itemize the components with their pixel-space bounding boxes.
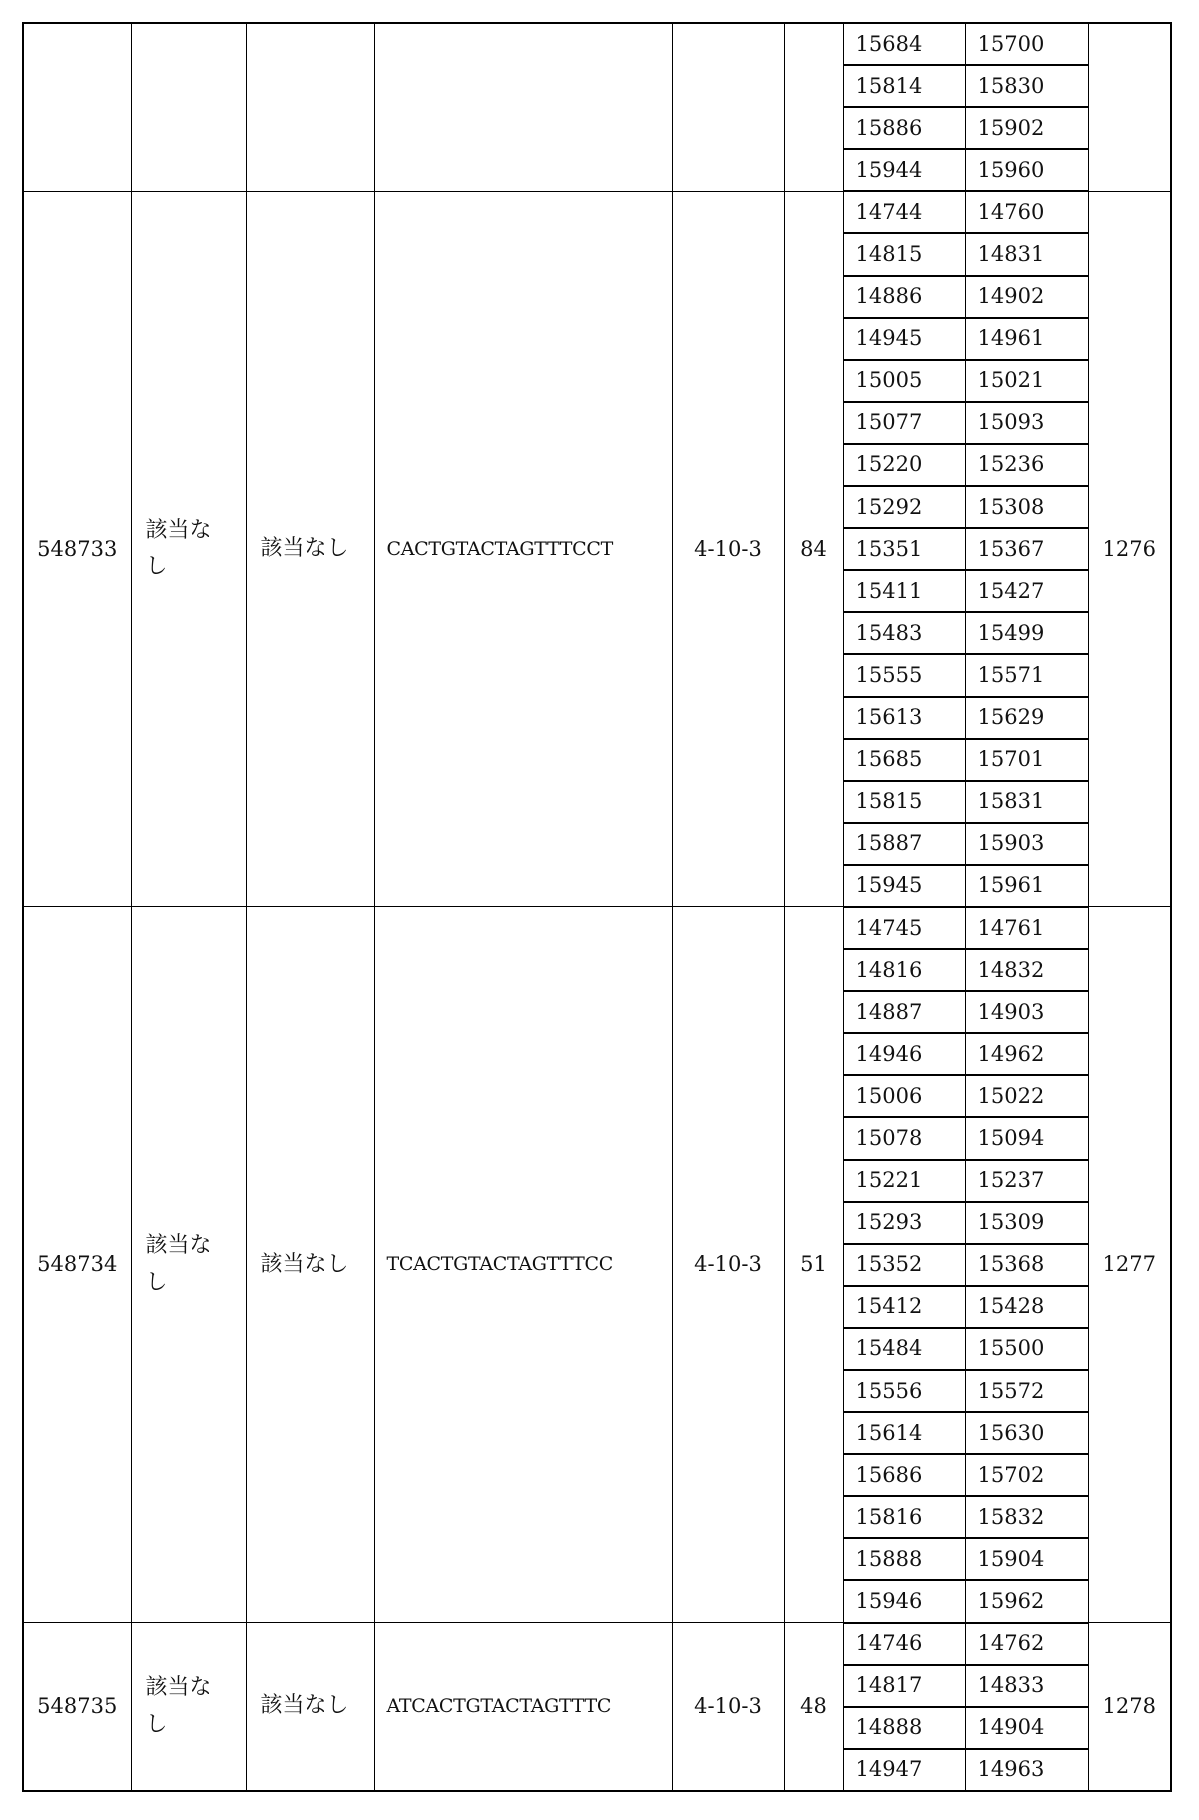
site-stop-cell: 15831 bbox=[965, 781, 1088, 823]
isis-no-cell: 548735 bbox=[23, 1623, 131, 1791]
site-stop-cell: 15962 bbox=[965, 1580, 1088, 1622]
site-start-cell: 15005 bbox=[843, 360, 965, 402]
table-row-block-start bbox=[23, 1623, 1171, 1665]
site-start-cell: 15686 bbox=[843, 1454, 965, 1496]
site-start-cell: 14945 bbox=[843, 318, 965, 360]
site-start-cell: 15411 bbox=[843, 570, 965, 612]
site-stop-cell: 15308 bbox=[965, 486, 1088, 528]
seq-id-no-cell: 1276 bbox=[1088, 191, 1171, 907]
target-stop-site-cell: 該当なし bbox=[246, 1623, 374, 1791]
site-start-cell: 15886 bbox=[843, 107, 965, 149]
site-start-cell: 14886 bbox=[843, 276, 965, 318]
site-stop-cell: 15367 bbox=[965, 528, 1088, 570]
site-start-cell: 15815 bbox=[843, 781, 965, 823]
site-stop-cell: 15904 bbox=[965, 1538, 1088, 1580]
site-start-cell: 14947 bbox=[843, 1749, 965, 1791]
site-stop-cell: 14831 bbox=[965, 233, 1088, 275]
site-stop-cell: 15236 bbox=[965, 444, 1088, 486]
sequence-cell: CACTGTACTAGTTTCCT bbox=[374, 191, 672, 907]
site-start-cell: 14816 bbox=[843, 949, 965, 991]
site-stop-cell: 15629 bbox=[965, 697, 1088, 739]
site-stop-cell: 14902 bbox=[965, 276, 1088, 318]
table-row-block-start bbox=[23, 191, 1171, 233]
target-start-site-cell: 該当なし bbox=[131, 191, 246, 907]
target-start-site-cell bbox=[131, 23, 246, 191]
site-stop-cell: 15499 bbox=[965, 612, 1088, 654]
site-stop-cell: 15237 bbox=[965, 1160, 1088, 1202]
site-start-cell: 14887 bbox=[843, 991, 965, 1033]
site-start-cell: 15556 bbox=[843, 1370, 965, 1412]
site-stop-cell: 15572 bbox=[965, 1370, 1088, 1412]
site-stop-cell: 15368 bbox=[965, 1244, 1088, 1286]
site-stop-cell: 14832 bbox=[965, 949, 1088, 991]
site-start-cell: 14744 bbox=[843, 191, 965, 233]
site-stop-cell: 15094 bbox=[965, 1117, 1088, 1159]
site-stop-cell: 15500 bbox=[965, 1328, 1088, 1370]
site-start-cell: 14746 bbox=[843, 1623, 965, 1665]
site-stop-cell: 14962 bbox=[965, 1033, 1088, 1075]
site-stop-cell: 15021 bbox=[965, 360, 1088, 402]
site-start-cell: 15352 bbox=[843, 1244, 965, 1286]
percent-inhibition-cell: 84 bbox=[784, 191, 843, 907]
site-start-cell: 15888 bbox=[843, 1538, 965, 1580]
site-stop-cell: 14833 bbox=[965, 1665, 1088, 1707]
site-stop-cell: 15902 bbox=[965, 107, 1088, 149]
site-stop-cell: 14961 bbox=[965, 318, 1088, 360]
sequence-cell bbox=[374, 23, 672, 191]
site-start-cell: 14946 bbox=[843, 1033, 965, 1075]
site-start-cell: 15412 bbox=[843, 1286, 965, 1328]
percent-inhibition-cell: 48 bbox=[784, 1623, 843, 1791]
site-start-cell: 14815 bbox=[843, 233, 965, 275]
oligo-data-table bbox=[22, 22, 1172, 1792]
site-stop-cell: 15961 bbox=[965, 865, 1088, 907]
site-start-cell: 15351 bbox=[843, 528, 965, 570]
percent-inhibition-cell bbox=[784, 23, 843, 191]
site-start-cell: 15613 bbox=[843, 697, 965, 739]
site-start-cell: 15814 bbox=[843, 65, 965, 107]
site-start-cell: 15944 bbox=[843, 149, 965, 191]
table-row-block-start bbox=[23, 907, 1171, 949]
seq-id-no-cell bbox=[1088, 23, 1171, 191]
site-start-cell: 15887 bbox=[843, 823, 965, 865]
site-stop-cell: 14903 bbox=[965, 991, 1088, 1033]
site-start-cell: 15946 bbox=[843, 1580, 965, 1622]
site-stop-cell: 15309 bbox=[965, 1202, 1088, 1244]
percent-inhibition-cell: 51 bbox=[784, 907, 843, 1623]
site-start-cell: 15685 bbox=[843, 739, 965, 781]
site-stop-cell: 15702 bbox=[965, 1454, 1088, 1496]
seq-id-no-cell: 1277 bbox=[1088, 907, 1171, 1623]
target-stop-site-cell bbox=[246, 23, 374, 191]
motif-cell: 4-10-3 bbox=[672, 191, 784, 907]
target-stop-site-cell: 該当なし bbox=[246, 907, 374, 1623]
site-start-cell: 15614 bbox=[843, 1412, 965, 1454]
seq-id-no-cell: 1278 bbox=[1088, 1623, 1171, 1791]
site-start-cell: 15221 bbox=[843, 1160, 965, 1202]
site-stop-cell: 15093 bbox=[965, 402, 1088, 444]
site-stop-cell: 15630 bbox=[965, 1412, 1088, 1454]
target-start-site-cell: 該当なし bbox=[131, 1623, 246, 1791]
site-stop-cell: 14963 bbox=[965, 1749, 1088, 1791]
site-start-cell: 15293 bbox=[843, 1202, 965, 1244]
site-start-cell: 15945 bbox=[843, 865, 965, 907]
sequence-cell: TCACTGTACTAGTTTCC bbox=[374, 907, 672, 1623]
site-stop-cell: 15832 bbox=[965, 1496, 1088, 1538]
site-start-cell: 15220 bbox=[843, 444, 965, 486]
site-start-cell: 15816 bbox=[843, 1496, 965, 1538]
motif-cell: 4-10-3 bbox=[672, 1623, 784, 1791]
site-start-cell: 15684 bbox=[843, 23, 965, 65]
target-start-site-cell: 該当なし bbox=[131, 907, 246, 1623]
site-start-cell: 15483 bbox=[843, 612, 965, 654]
sequence-cell: ATCACTGTACTAGTTTC bbox=[374, 1623, 672, 1791]
site-start-cell: 15078 bbox=[843, 1117, 965, 1159]
site-stop-cell: 15427 bbox=[965, 570, 1088, 612]
site-stop-cell: 15903 bbox=[965, 823, 1088, 865]
site-stop-cell: 14760 bbox=[965, 191, 1088, 233]
site-start-cell: 15555 bbox=[843, 654, 965, 696]
site-start-cell: 15292 bbox=[843, 486, 965, 528]
motif-cell: 4-10-3 bbox=[672, 907, 784, 1623]
site-start-cell: 15006 bbox=[843, 1075, 965, 1117]
isis-no-cell bbox=[23, 23, 131, 191]
site-stop-cell: 14904 bbox=[965, 1707, 1088, 1749]
site-start-cell: 15077 bbox=[843, 402, 965, 444]
site-stop-cell: 14762 bbox=[965, 1623, 1088, 1665]
site-stop-cell: 15022 bbox=[965, 1075, 1088, 1117]
table-body bbox=[23, 23, 1171, 1791]
site-stop-cell: 14761 bbox=[965, 907, 1088, 949]
table-row-block-start bbox=[23, 23, 1171, 65]
site-stop-cell: 15428 bbox=[965, 1286, 1088, 1328]
site-stop-cell: 15700 bbox=[965, 23, 1088, 65]
motif-cell bbox=[672, 23, 784, 191]
target-stop-site-cell: 該当なし bbox=[246, 191, 374, 907]
site-stop-cell: 15830 bbox=[965, 65, 1088, 107]
site-stop-cell: 15701 bbox=[965, 739, 1088, 781]
site-stop-cell: 15960 bbox=[965, 149, 1088, 191]
site-start-cell: 14745 bbox=[843, 907, 965, 949]
isis-no-cell: 548734 bbox=[23, 907, 131, 1623]
site-stop-cell: 15571 bbox=[965, 654, 1088, 696]
site-start-cell: 14888 bbox=[843, 1707, 965, 1749]
isis-no-cell: 548733 bbox=[23, 191, 131, 907]
site-start-cell: 15484 bbox=[843, 1328, 965, 1370]
site-start-cell: 14817 bbox=[843, 1665, 965, 1707]
